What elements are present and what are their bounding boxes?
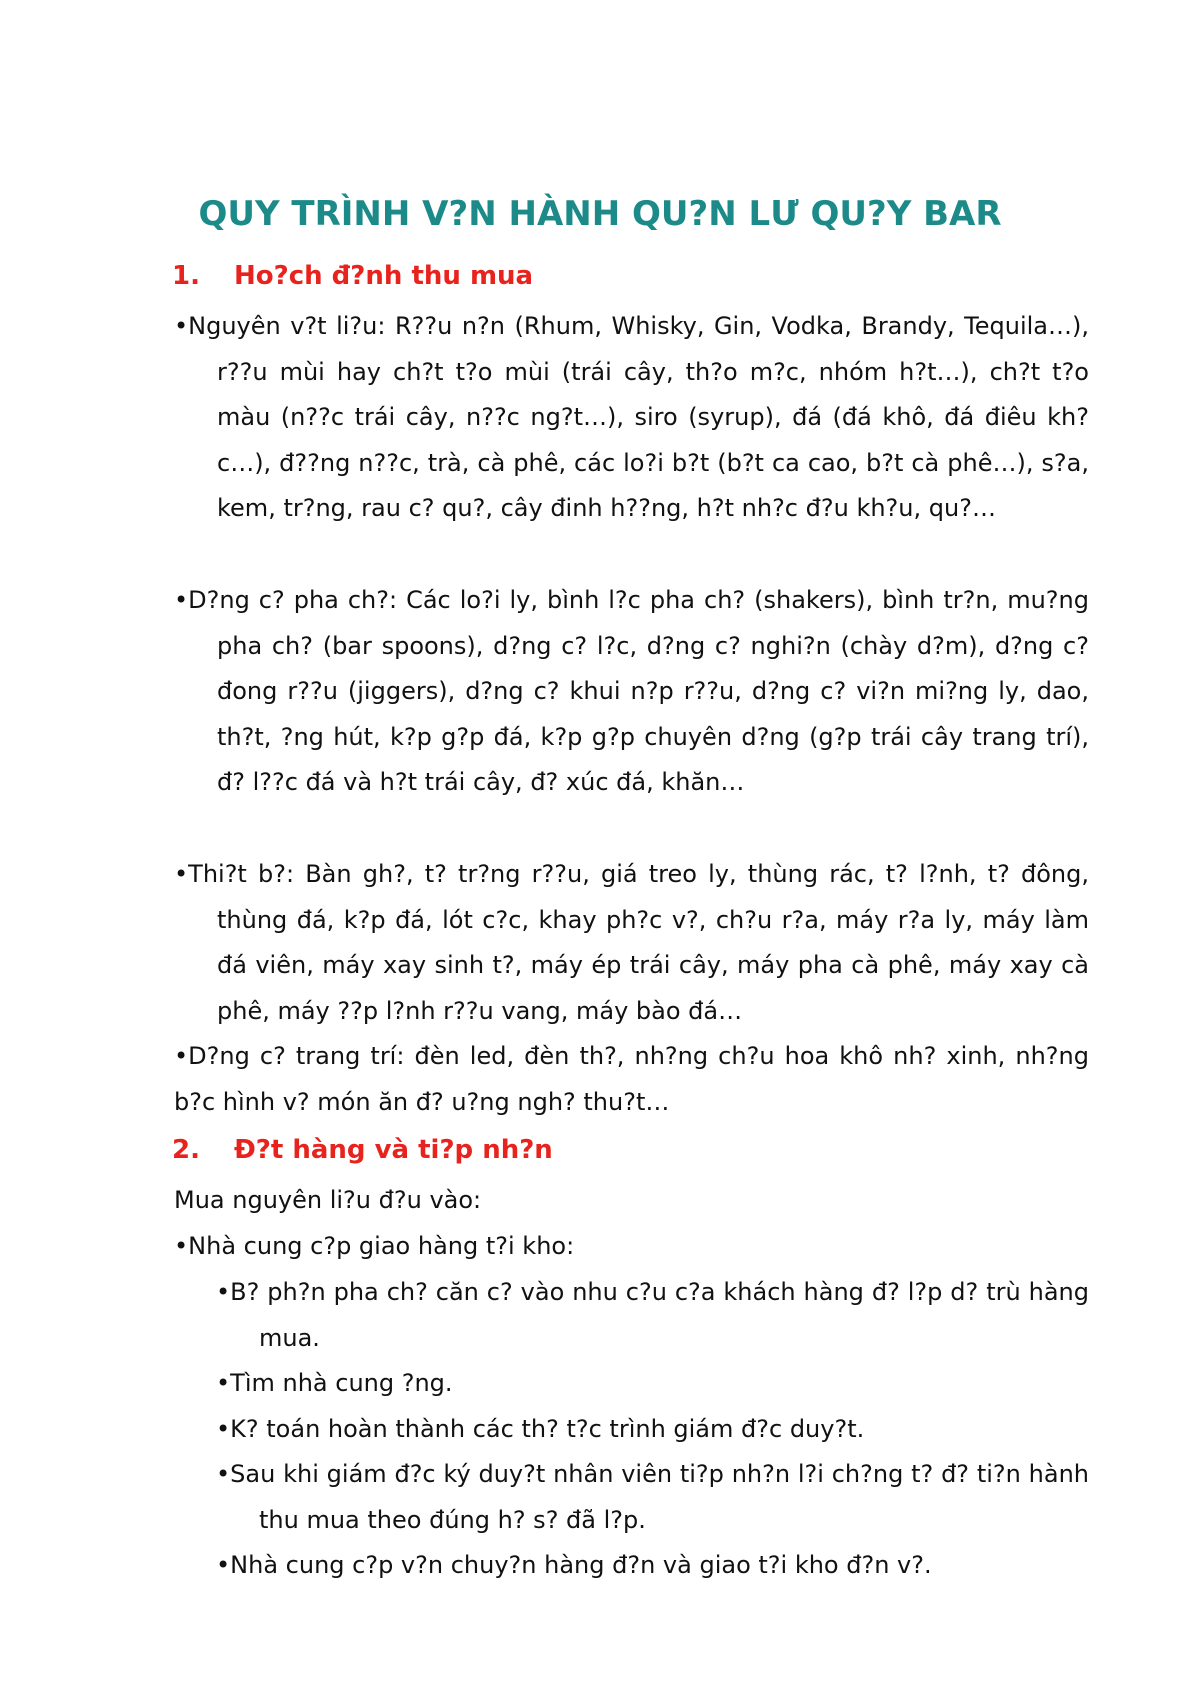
sub-list-item <box>216 1543 1089 1589</box>
list-item <box>174 578 1089 806</box>
sub-list-item-text: Nhà cung c?p v?n chuy?n hàng đ?n và giao t?i kho đ?n v?. <box>230 1551 932 1579</box>
list-item <box>174 1034 1089 1125</box>
bullet-icon: • <box>216 1369 231 1397</box>
sub-list-item-text: B? ph?n pha ch? căn c? vào nhu c?u c?a khách hàng đ? l?p d? trù hàng mua. <box>230 1278 1089 1352</box>
list-item <box>174 852 1089 1034</box>
bullet-icon: • <box>174 312 189 340</box>
list-item-text: Nguyên v?t li?u: R??u n?n (Rhum, Whisky, Gin, Vodka, Brandy, Tequila…), r??u mùi hay ch?t t?o mùi (trái cây, th?o m?c, nhóm h?t…), ch?t t?o màu (n??c trái cây, n??c ng?t…), siro (syrup), đá (đá khô, đá điêu kh?c…), đ??ng n??c, trà, cà phê, các lo?i b?t (b?t ca cao, b?t cà phê…), s?a, kem, tr?ng, rau c? qu?, cây đinh h??ng, h?t nh?c đ?u kh?u, qu?… <box>188 312 1089 523</box>
list-item-text: D?ng c? pha ch?: Các lo?i ly, bình l?c pha ch? (shakers), bình tr?n, mu?ng pha ch? (bar spoons), d?ng c? l?c, d?ng c? nghi?n (chày d?m), d?ng c? đong r??u (jiggers), d?ng c? khui n?p r??u, d?ng c? vi?n mi?ng ly, dao, th?t, ?ng hút, k?p g?p đá, k?p g?p chuyên d?ng (g?p trái cây trang trí), đ? l??c đá và h?t trái cây, đ? xúc đá, khăn… <box>188 586 1089 797</box>
bullet-icon: • <box>216 1415 231 1443</box>
sub-list-item-text: Sau khi giám đ?c ký duy?t nhân viên ti?p nh?n l?i ch?ng t? đ? ti?n hành thu mua theo đúng h? s? đã l?p. <box>230 1460 1089 1534</box>
section-title-1: Ho?ch đ?nh thu mua <box>234 261 534 291</box>
section-number-1: 1. <box>172 261 200 291</box>
list-item <box>174 304 1089 532</box>
list-item-text: D?ng c? trang trí: đèn led, đèn th?, nh?ng ch?u hoa khô nh? xinh, nh?ng b?c hình v? món ăn đ? u?ng ngh? thu?t… <box>174 1042 1089 1116</box>
list-item-text: Thi?t b?: Bàn gh?, t? tr?ng r??u, giá treo ly, thùng rác, t? l?nh, t? đông, thùng đá, k?p đá, lót c?c, khay ph?c v?, ch?u r?a, máy r?a ly, máy làm đá viên, máy xay sinh t?, máy ép trái cây, máy pha cà phê, máy xay cà phê, máy ??p l?nh r??u vang, máy bào đá… <box>188 860 1089 1025</box>
bullet-icon: • <box>174 1042 189 1070</box>
section-title-2: Đ?t hàng và ti?p nh?n <box>234 1135 553 1165</box>
section-number-2: 2. <box>172 1135 200 1165</box>
bullet-icon: • <box>216 1460 231 1488</box>
sub-list-item-text: K? toán hoàn thành các th? t?c trình giám đ?c duy?t. <box>230 1415 865 1443</box>
list-item <box>174 1224 1089 1270</box>
sub-list-item-text: Tìm nhà cung ?ng. <box>230 1369 453 1397</box>
section-heading-2 <box>172 1132 553 1168</box>
bullet-icon: • <box>216 1278 231 1306</box>
section-heading-1 <box>172 258 533 294</box>
document-title: QUY TRÌNH V?N HÀNH QU?N LƯ QU?Y BAR <box>198 194 1002 234</box>
sub-list-item <box>216 1452 1089 1543</box>
sub-list-item <box>216 1270 1089 1361</box>
section-intro: Mua nguyên li?u đ?u vào: <box>174 1186 482 1214</box>
bullet-icon: • <box>174 586 189 614</box>
sub-list-item <box>216 1407 1089 1453</box>
sub-list-item <box>216 1361 1089 1407</box>
bullet-icon: • <box>174 1232 189 1260</box>
bullet-icon: • <box>216 1551 231 1579</box>
bullet-icon: • <box>174 860 189 888</box>
list-item-text: Nhà cung c?p giao hàng t?i kho: <box>188 1232 575 1260</box>
